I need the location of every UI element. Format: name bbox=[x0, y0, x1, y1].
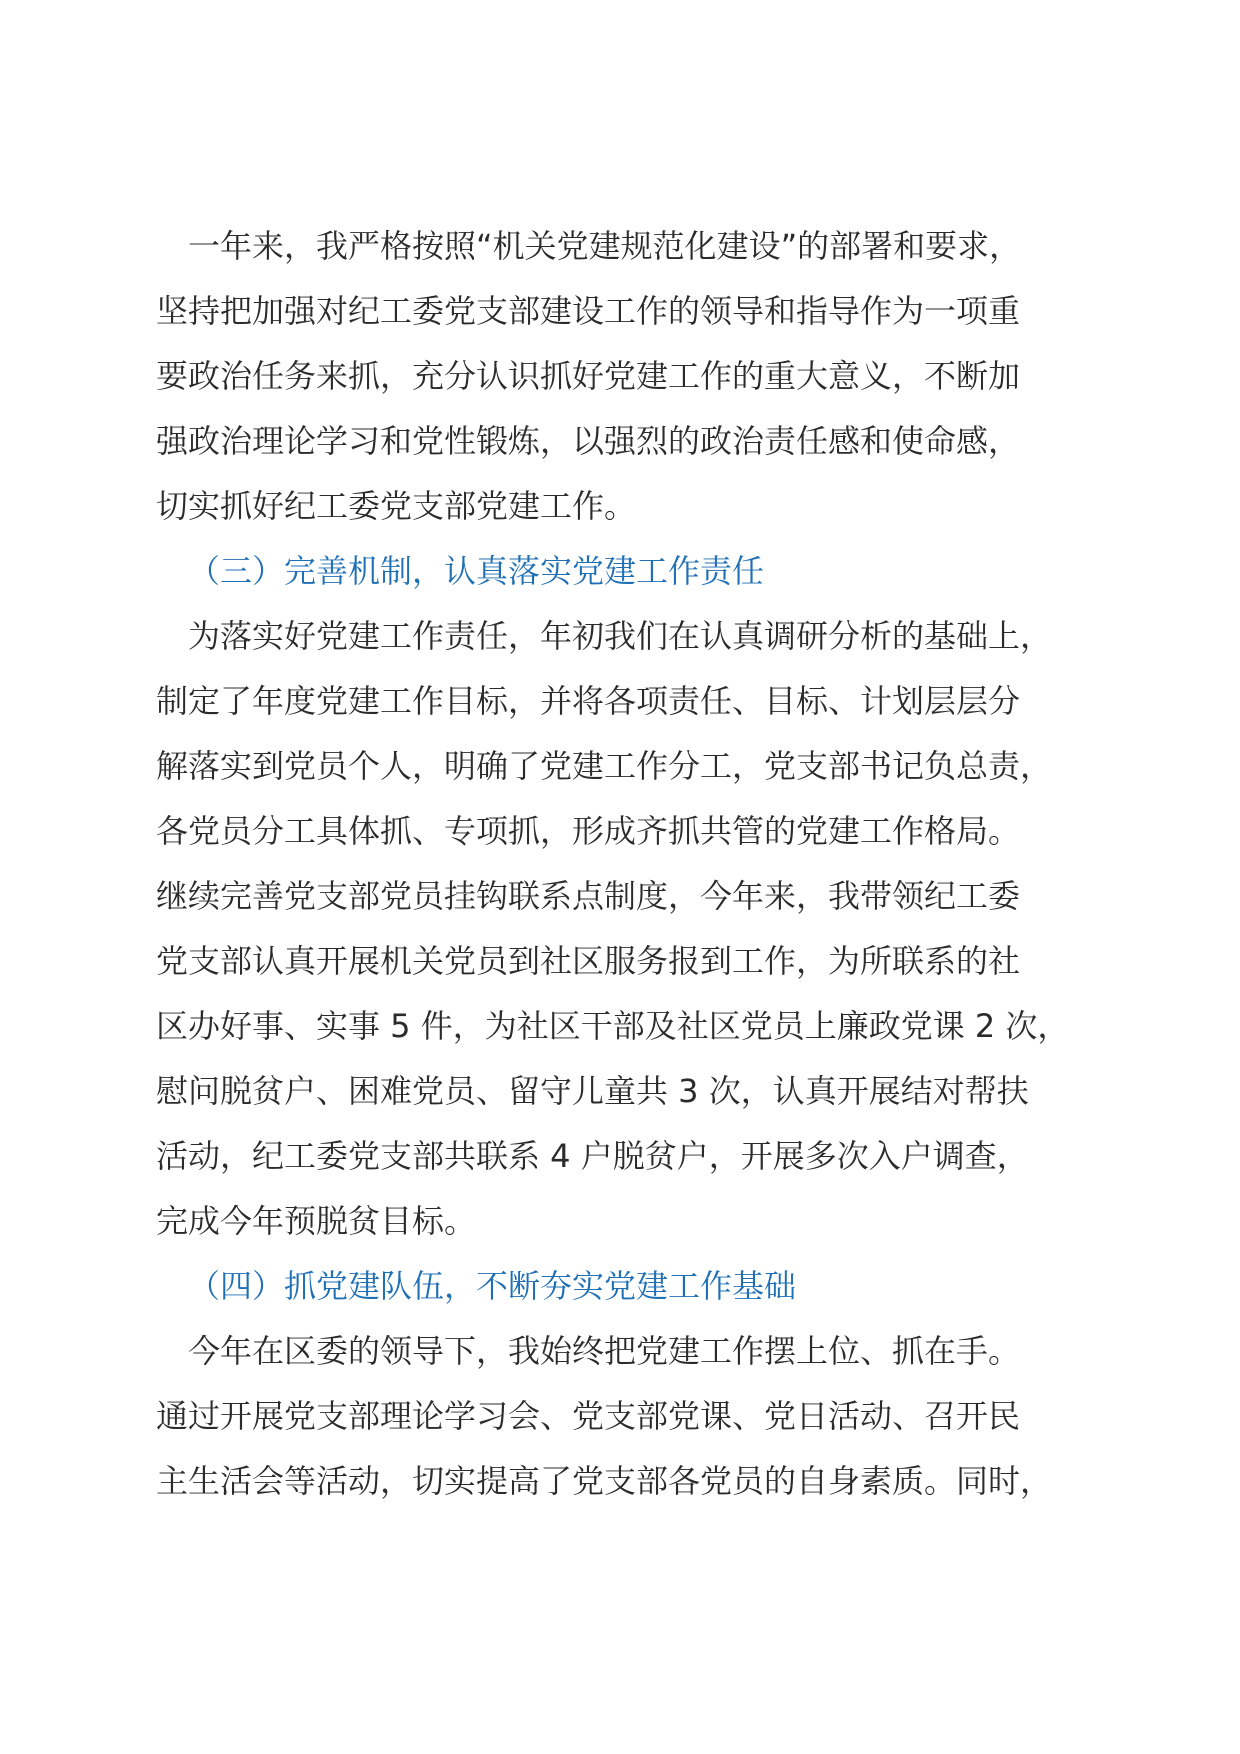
paragraph-line: 通过开展党支部理论学习会、党支部党课、党日活动、召开民 bbox=[156, 1397, 1021, 1435]
paragraph-line: 区办好事、实事 5 件，为社区干部及社区党员上廉政党课 2 次， bbox=[156, 1007, 1070, 1045]
paragraph-line: 主生活会等活动，切实提高了党支部各党员的自身素质。同时， bbox=[156, 1462, 1053, 1500]
paragraph-line: 慰问脱贫户、困难党员、留守儿童共 3 次，认真开展结对帮扶 bbox=[156, 1072, 1029, 1110]
paragraph-line: 要政治任务来抓，充分认识抓好党建工作的重大意义，不断加 bbox=[156, 357, 1021, 395]
paragraph-line: 党支部认真开展机关党员到社区服务报到工作，为所联系的社 bbox=[156, 942, 1021, 980]
paragraph-line: 强政治理论学习和党性锻炼，以强烈的政治责任感和使命感， bbox=[156, 422, 1021, 460]
document-body bbox=[156, 214, 1096, 1514]
paragraph-line: 今年在区委的领导下，我始终把党建工作摆上位、抓在手。 bbox=[188, 1332, 1021, 1370]
paragraph-line: 为落实好党建工作责任，年初我们在认真调研分析的基础上， bbox=[188, 617, 1053, 655]
paragraph-line: 继续完善党支部党员挂钩联系点制度，今年来，我带领纪工委 bbox=[156, 877, 1021, 915]
section-heading-3: （三）完善机制，认真落实党建工作责任 bbox=[188, 552, 765, 590]
paragraph-line: 各党员分工具体抓、专项抓，形成齐抓共管的党建工作格局。 bbox=[156, 812, 1021, 850]
paragraph-line: 制定了年度党建工作目标，并将各项责任、目标、计划层层分 bbox=[156, 682, 1021, 720]
paragraph-line: 切实抓好纪工委党支部党建工作。 bbox=[156, 487, 637, 525]
paragraph-line: 完成今年预脱贫目标。 bbox=[156, 1202, 477, 1240]
paragraph-line: 坚持把加强对纪工委党支部建设工作的领导和指导作为一项重 bbox=[156, 292, 1021, 330]
section-heading-4: （四）抓党建队伍，不断夯实党建工作基础 bbox=[188, 1267, 797, 1305]
paragraph-line: 一年来，我严格按照“机关党建规范化建设”的部署和要求， bbox=[188, 227, 1022, 265]
paragraph-line: 解落实到党员个人，明确了党建工作分工，党支部书记负总责， bbox=[156, 747, 1053, 785]
paragraph-line: 活动，纪工委党支部共联系 4 户脱贫户，开展多次入户调查， bbox=[156, 1137, 1029, 1175]
